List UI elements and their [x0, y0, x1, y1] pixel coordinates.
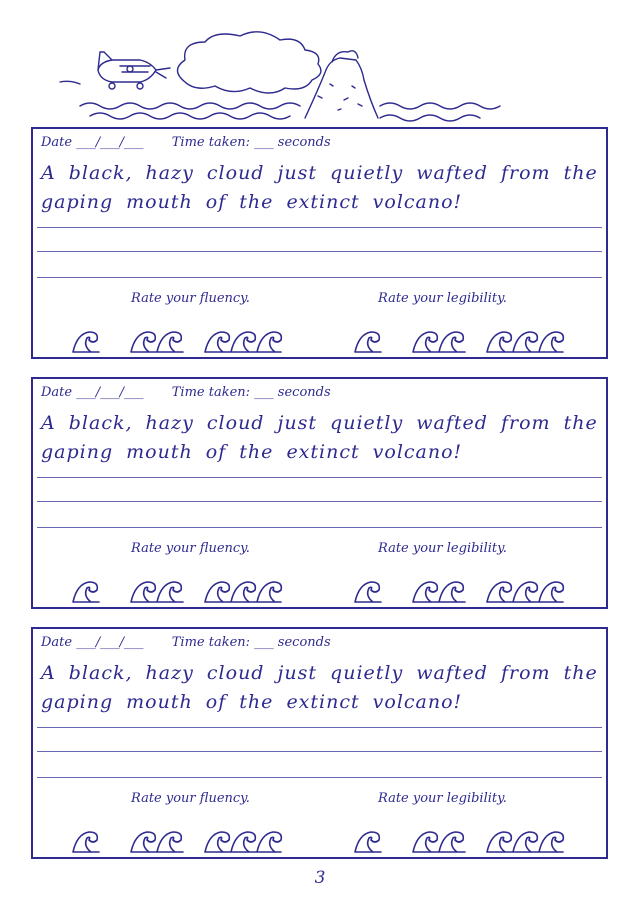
model-sentence: A black, hazy cloud just quietly wafted from the gaping mouth of the extinct volcano! — [41, 412, 598, 463]
date-time-line — [41, 385, 331, 400]
one-wave-icon[interactable] — [351, 826, 385, 856]
date-label: Date ___/___/___ — [41, 385, 144, 400]
writing-line — [37, 527, 602, 528]
model-sentence: A black, hazy cloud just quietly wafted from the gaping mouth of the extinct volcano! — [41, 662, 598, 713]
fluency-label: Rate your fluency. — [131, 791, 250, 806]
practice-panel — [31, 627, 608, 859]
legibility-label: Rate your legibility. — [378, 541, 507, 556]
time-label: Time taken: ___ seconds — [171, 135, 331, 150]
sea-waves-icon — [80, 103, 500, 121]
practice-panel — [31, 127, 608, 359]
cloud-icon — [178, 32, 321, 93]
date-label: Date ___/___/___ — [41, 135, 144, 150]
legibility-label: Rate your legibility. — [378, 291, 507, 306]
writing-line — [37, 277, 602, 278]
writing-line — [37, 227, 602, 228]
two-waves-icon[interactable] — [127, 576, 187, 606]
plane-icon — [60, 52, 170, 89]
one-wave-icon[interactable] — [351, 576, 385, 606]
one-wave-icon[interactable] — [69, 826, 103, 856]
time-label: Time taken: ___ seconds — [171, 635, 331, 650]
practice-panel — [31, 377, 608, 609]
writing-line — [37, 777, 602, 778]
one-wave-icon[interactable] — [351, 326, 385, 356]
time-label: Time taken: ___ seconds — [171, 385, 331, 400]
model-sentence: A black, hazy cloud just quietly wafted from the gaping mouth of the extinct volcano! — [41, 162, 598, 213]
two-waves-icon[interactable] — [127, 326, 187, 356]
writing-line — [37, 477, 602, 478]
date-time-line — [41, 635, 331, 650]
writing-line — [37, 501, 602, 502]
legibility-label: Rate your legibility. — [378, 791, 507, 806]
two-waves-icon[interactable] — [409, 576, 469, 606]
header-illustration — [0, 0, 640, 130]
writing-line — [37, 251, 602, 252]
two-waves-icon[interactable] — [409, 826, 469, 856]
date-label: Date ___/___/___ — [41, 635, 144, 650]
fluency-label: Rate your fluency. — [131, 291, 250, 306]
fluency-label: Rate your fluency. — [131, 541, 250, 556]
volcano-icon — [305, 51, 378, 118]
three-waves-icon[interactable] — [201, 326, 285, 356]
one-wave-icon[interactable] — [69, 576, 103, 606]
writing-line — [37, 751, 602, 752]
three-waves-icon[interactable] — [483, 576, 567, 606]
three-waves-icon[interactable] — [201, 576, 285, 606]
three-waves-icon[interactable] — [201, 826, 285, 856]
writing-line — [37, 727, 602, 728]
date-time-line — [41, 135, 331, 150]
three-waves-icon[interactable] — [483, 826, 567, 856]
three-waves-icon[interactable] — [483, 326, 567, 356]
one-wave-icon[interactable] — [69, 326, 103, 356]
two-waves-icon[interactable] — [127, 826, 187, 856]
page-number: 3 — [314, 868, 326, 888]
two-waves-icon[interactable] — [409, 326, 469, 356]
